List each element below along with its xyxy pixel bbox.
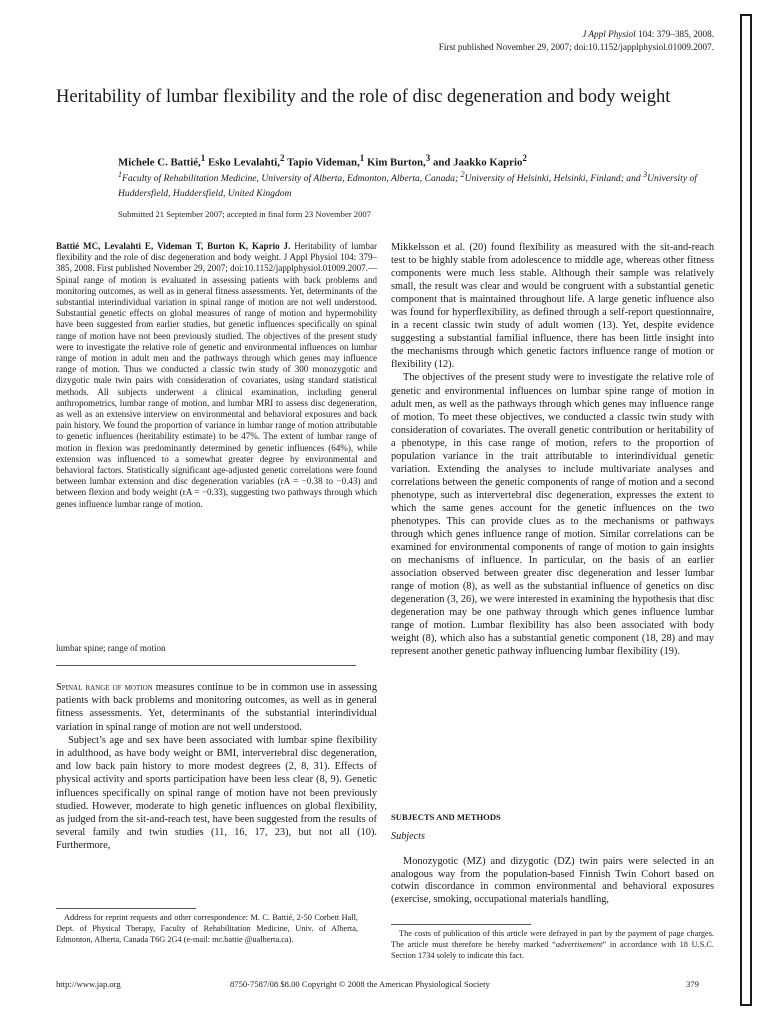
correspondence-footnote: Address for reprint requests and other correspondence: M. C. Battié, 2-50 Corbett Hall, Dept. of Physical Therapy, Faculty of Rehabilitation Medicine, Univ. of Alberta, Edmonton, Alberta, Canada T6G 2G4 (e-mail: mc.battie @ualberta.ca). bbox=[56, 913, 358, 945]
abstract-citation-authors: Battié MC, Levalahti E, Videman T, Burton K, Kaprio J. bbox=[56, 241, 291, 251]
right-paragraph-1: Mikkelsson et al. (20) found flexibility as measured with the sit-and-reach test to be highly stable from adolescence to middle age, whereas other fitness components were much less stable. Although their sample was relatively small, the result was clear and would be congruent with a substantial genetic component that is maintained throughout life. A large genetic influence also was found for hyperflexibility, as defined through a self-report questionnaire, in a recent classic twin study of adult women (13). Yet, despite evidence suggesting a substantial familial influence, there has been little insight into the mechanisms through which genetic factors influence range of motion or flexibility (12). bbox=[391, 242, 714, 371]
keywords: lumbar spine; range of motion bbox=[56, 643, 166, 653]
footnote-rule-left bbox=[56, 908, 196, 909]
journal-citation: J Appl Physiol 104: 379–385, 2008. bbox=[582, 29, 714, 39]
intro-p1-text: measures continue to be in common use in assessing patients with back problems and monitoring outcomes, as well as in general fitness assessments. Yet, determinants of the substantial interindividual variation in spinal range of motion are not well understood. bbox=[56, 682, 378, 733]
right-paragraph-2: The objectives of the present study were to investigate the relative role of genetic and environmental influences on lumbar spine range of motion in adult men, as well as the pathways through which genes may influence range of motion. To meet these objectives, we conducted a classic twin study with consideration of covariates. The overall genetic contribution or heritability of a phenotype, in this case range of motion, refers to the proportion of population variance in the trait attributable to interindividual genetic variation. Extending the analyses to include multivariate analyses and correlations between the genetic components of range of motion and a second phenotype, such as intervertebral disc degeneration, expresses the extent to which the same genes account for the genetic influences on the two phenotypes. This can provide clues as to the mechanisms or pathways through which genes influence range of motion. Similar correlations can be examined for environmental components of range of motion to gain insights on mechanisms of influence. In particular, on the basis of an earlier association observed between greater disc degeneration and lesser lumbar range of motion (8), as well as the substantial influence of genetics on disc degeneration (3, 26), we were interested in examining the hypothesis that disc degeneration may be one pathway through which genes influence lumbar range of motion. Lumbar flexibility has also been associated with body weight (8), which also has a substantial genetic component (18, 28) and may represent another genetic pathway influencing lumbar flexibility (19). bbox=[391, 372, 714, 658]
journal-url[interactable]: http://www.jap.org bbox=[56, 979, 121, 989]
author-list: Michele C. Battié,$^1$ Esko Levalahti,$^2$ Tapio Videman,$^1$ Kim Burton,$^3$ and Jaakko Kaprio$^2$ bbox=[118, 153, 527, 169]
abstract-divider bbox=[56, 665, 356, 666]
intro-paragraph-1 bbox=[56, 681, 377, 734]
intro-lead-caps: Spinal range of motion bbox=[56, 682, 153, 693]
page-charges-footnote bbox=[391, 928, 714, 962]
page-number: 379 bbox=[686, 979, 699, 989]
affiliations: $^1$Faculty of Rehabilitation Medicine, University of Alberta, Edmonton, Alberta, Canada; $^2$University of Helsinki, Helsinki, Finland; and $^3$University of Huddersfield, Huddersfield, United Kingdom bbox=[118, 170, 697, 199]
right-column bbox=[391, 241, 714, 659]
intro-column bbox=[56, 681, 377, 853]
page-edge-bar bbox=[740, 14, 752, 1006]
abstract bbox=[56, 241, 377, 510]
footnote-rule-right bbox=[391, 924, 531, 925]
methods-paragraph: Monozygotic (MZ) and dizygotic (DZ) twin pairs were selected in an analogous way from the population-based Finnish Twin Cohort based on cotwin discordance in common environmental and behavioral exposures (exercise, smoking, occupational materials handling, bbox=[391, 856, 714, 905]
costs-text-b: ” in accordance with 18 U.S.C. Section 1734 solely to indicate this fact. bbox=[391, 940, 714, 961]
abstract-text: Spinal range of motion is evaluated in assessing patients with back problems and monitoring outcomes, as well as in general fitness assessments. Yet, determinants of the substantial interindividual variation in spinal range of motion are not well understood. Substantial genetic effects on global measures of range of motion and hypermobility have been suggested from earlier studies, but genetic influences specifically on spinal range of motion have not been previously studied. The objectives of the present study were to investigate the relative role of genetic and environmental influences on lumbar range of motion in adult men and the pathways through which genes may influence range of motion. Thus we conducted a classic twin study of 300 monozygotic and dizygotic male twin pairs with consideration of covariates, using standard statistical methods. All subjects underwent a clinical examination, including general anthropometrics, lumbar range of motion, and lumbar MRI to assess disc degeneration, as well as an extensive interview on environmental and behavioral exposures and back pain history. We found the proportion of variance in lumbar range of motion attributable to genetic influences (heritability estimate) to be 47%. The extent of lumbar range of motion in flexion was predominantly determined by genetic influences (64%), while extension was influenced to a somewhat greater degree by environmental and behavioral factors. Statistically significant age-adjusted genetic correlations were found between lumbar extension and disc degeneration variables (rA = −0.38 to −0.43) and between flexion and body weight (rA = −0.33), suggesting two pathways through which genes influence lumbar range of motion. bbox=[56, 274, 377, 509]
section-heading: SUBJECTS AND METHODS bbox=[391, 812, 501, 822]
costs-text-a: The costs of publication of this article were defrayed in part by the payment of page charges. The article must therefore be hereby marked “ bbox=[391, 929, 714, 950]
citation-tail: 104: 379–385, 2008. bbox=[637, 29, 714, 39]
article-title: Heritability of lumbar flexibility and the role of disc degeneration and body weight bbox=[56, 87, 671, 107]
subsection-heading: Subjects bbox=[391, 831, 425, 842]
copyright-line: 8750-7587/08 $8.00 Copyright © 2008 the American Physiological Society bbox=[230, 979, 490, 989]
costs-advertisement: advertisement bbox=[555, 940, 603, 950]
abstract-citation: Heritability of lumbar flexibility and the role of disc degeneration and body weight. J Appl Physiol 104: 379–385, 2008. First published November 29, 2007; doi:10.1152/japplphysiol.01009.2007.— bbox=[56, 241, 378, 274]
first-published-line: First published November 29, 2007; doi:10.1152/japplphysiol.01009.2007. bbox=[438, 41, 714, 52]
submission-dates: Submitted 21 September 2007; accepted in final form 23 November 2007 bbox=[118, 209, 371, 219]
journal-header bbox=[439, 28, 714, 53]
intro-paragraph-2: Subject’s age and sex have been associated with lumbar spine flexibility in adulthood, as have body weight or BMI, intervertebral disc degeneration, and low back pain history to more modest degrees (2, 8, 31). Effects of physical activity and sports participation have been less clear (8, 9). Genetic influences specifically on spinal range of motion have not been previously studied. However, moderate to high genetic influences on global flexibility, as judged from the sit-and-reach test, have been suggested from the results of several family and twin studies (11, 16, 17, 23), but not all (10). Furthermore, bbox=[56, 734, 377, 852]
